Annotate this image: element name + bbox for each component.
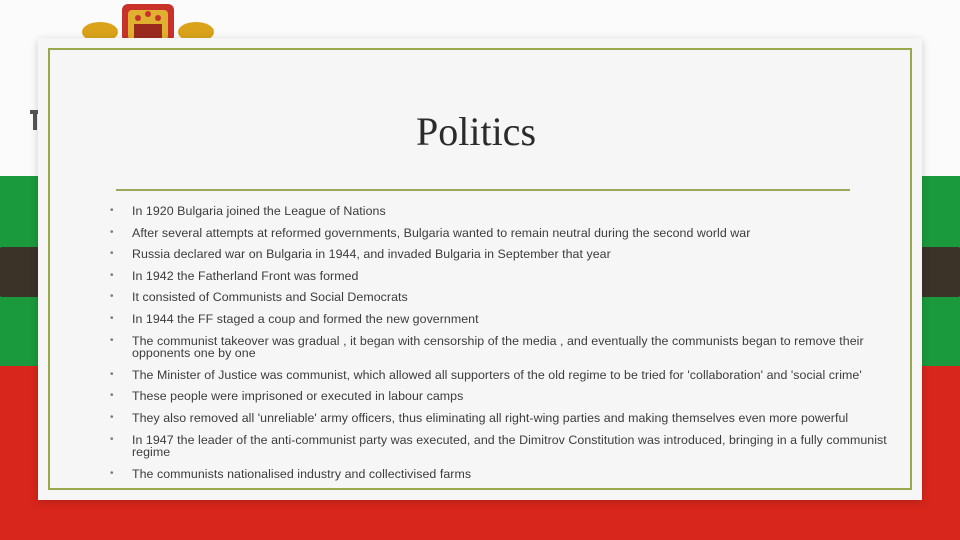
bullet-text: The Minister of Justice was communist, which allowed all supporters of the old regime to be tried for 'collaboration' and 'social crime' — [132, 368, 862, 382]
bullet-item — [110, 270, 910, 282]
bullet-dot: • — [110, 313, 114, 324]
bullet-dot: • — [110, 248, 114, 259]
bullet-dot: • — [110, 434, 114, 445]
bullet-text: The communist takeover was gradual , it began with censorship of the media , and eventually the communists began to remove their opponents one by one — [132, 334, 864, 360]
bullet-item — [110, 412, 910, 424]
bullet-item — [110, 434, 910, 458]
bullet-item — [110, 468, 910, 480]
bullet-item — [110, 390, 910, 402]
bullet-dot: • — [110, 369, 114, 380]
bullet-dot: • — [110, 468, 114, 479]
slide-title: Politics — [415, 109, 537, 154]
bullet-item — [110, 227, 910, 239]
bullet-text: It consisted of Communists and Social Democrats — [132, 290, 408, 304]
bullet-text: In 1947 the leader of the anti-communist party was executed, and the Dimitrov Constitution was introduced, bringing in a fully communist regime — [132, 433, 887, 459]
bullet-text: In 1944 the FF staged a coup and formed the new government — [132, 312, 479, 326]
bullet-text: After several attempts at reformed governments, Bulgaria wanted to remain neutral during the second world war — [132, 226, 751, 240]
bullet-dot: • — [110, 270, 114, 281]
bullet-text: In 1942 the Fatherland Front was formed — [132, 269, 359, 283]
bullet-text: Russia declared war on Bulgaria in 1944, and invaded Bulgaria in September that year — [132, 247, 611, 261]
bullet-item — [110, 291, 910, 303]
bullet-item — [110, 369, 910, 381]
bullet-dot: • — [110, 335, 114, 346]
bullet-text: These people were imprisoned or executed in labour camps — [132, 389, 464, 403]
bullet-text: In 1920 Bulgaria joined the League of Nations — [132, 204, 386, 218]
bullet-item — [110, 248, 910, 260]
bullet-dot: • — [110, 412, 114, 423]
bullet-item — [110, 205, 910, 217]
bullet-dot: • — [110, 390, 114, 401]
bullet-item — [110, 313, 910, 325]
bullet-text: They also removed all 'unreliable' army officers, thus eliminating all right-wing parties and making themselves even more powerful — [132, 411, 849, 425]
bullet-item — [110, 335, 910, 359]
bullet-dot: • — [110, 227, 114, 238]
bullet-text: The communists nationalised industry and collectivised farms — [132, 467, 472, 481]
bullet-dot: • — [110, 291, 114, 302]
bullet-dot: • — [110, 205, 114, 216]
